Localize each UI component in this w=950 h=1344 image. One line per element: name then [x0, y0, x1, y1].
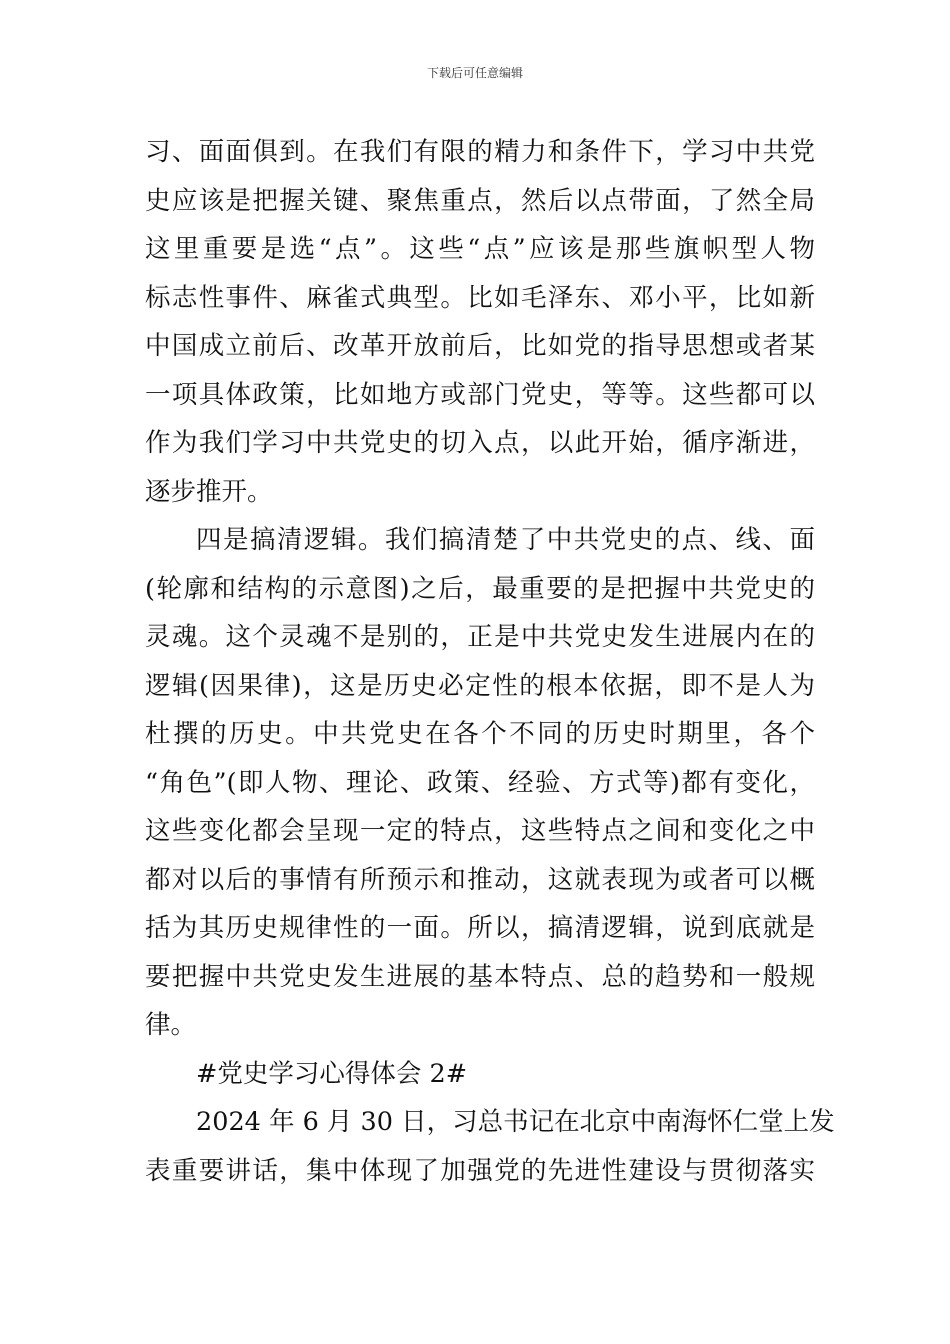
- section-heading: #党史学习心得体会 2#: [196, 1058, 468, 1089]
- text-line: 2024 年 6 月 30 日，习总书记在北京中南海怀仁堂上发: [196, 1107, 835, 1137]
- text-line: 要把握中共党史发生进展的基本特点、总的趋势和一般规: [145, 961, 815, 992]
- text-line: 灵魂。这个灵魂不是别的，正是中共党史发生进展内在的: [145, 622, 815, 652]
- page-header: 下载后可任意编辑: [426, 66, 523, 80]
- text-line: 史应该是把握关键、聚焦重点，然后以点带面，了然全局: [145, 185, 815, 216]
- text-line: 括为其历史规律性的一面。所以，搞清逻辑，说到底就是: [145, 913, 815, 943]
- text-line: 逐步推开。: [145, 476, 273, 507]
- text-line: 习、面面俱到。在我们有限的精力和条件下，学习中共党: [145, 137, 815, 167]
- text-line: 中国成立前后、改革开放前后，比如党的指导思想或者某: [145, 331, 815, 361]
- text-line: “角色”(即人物、理论、政策、经验、方式等)都有变化，: [145, 767, 815, 798]
- text-line: 表重要讲话，集中体现了加强党的先进性建设与贯彻落实: [145, 1155, 815, 1186]
- text-line: (轮廓和结构的示意图)之后，最重要的是把握中共党史的: [145, 573, 815, 604]
- text-line: 一项具体政策，比如地方或部门党史，等等。这些都可以: [145, 379, 815, 410]
- text-line: 逻辑(因果律)，这是历史必定性的根本依据，即不是人为: [145, 670, 815, 701]
- document-body: [145, 128, 835, 1195]
- text-line: 这里重要是选“点”。这些“点”应该是那些旗帜型人物: [145, 234, 815, 264]
- text-line: 这些变化都会呈现一定的特点，这些特点之间和变化之中: [145, 816, 815, 846]
- text-line: 四是搞清逻辑。我们搞清楚了中共党史的点、线、面: [196, 525, 815, 555]
- text-line: 作为我们学习中共党史的切入点，以此开始，循序渐进，: [145, 428, 815, 458]
- text-line: 律。: [145, 1010, 197, 1040]
- text-line: 标志性事件、麻雀式典型。比如毛泽东、邓小平，比如新: [145, 282, 815, 313]
- text-line: 杜撰的历史。中共党史在各个不同的历史时期里，各个: [145, 719, 815, 749]
- text-line: 都对以后的事情有所预示和推动，这就表现为或者可以概: [145, 864, 815, 895]
